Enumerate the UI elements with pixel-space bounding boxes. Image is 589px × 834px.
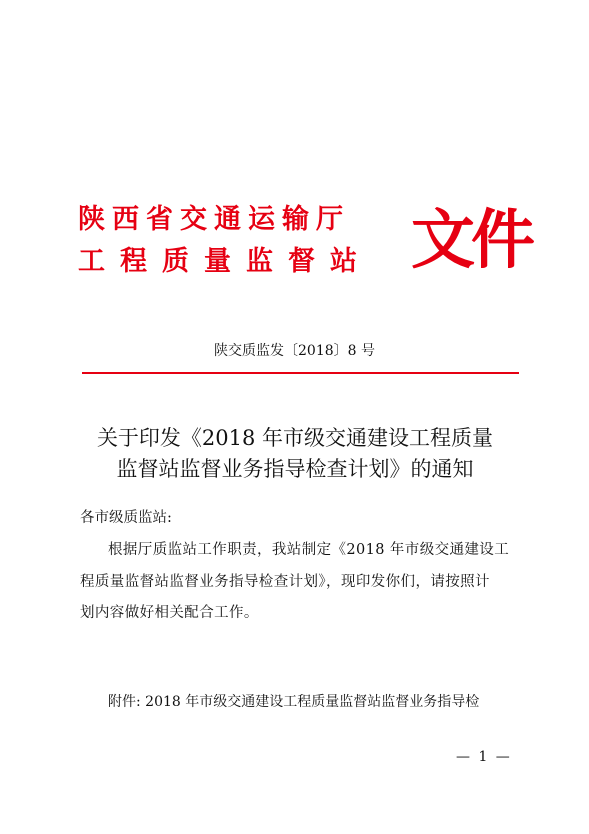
body-text-line3: 划内容做好相关配合工作。 [80,605,259,621]
attachment-note: 附件: 2018 年市级交通建设工程质量监督站监督业务指导检 [108,694,480,710]
document-word: 文件 [411,204,531,278]
body-text-line1: 根据厅质监站工作职责，我站制定《2018 年市级交通建设工 [108,542,510,558]
page-number: — 1 — [456,749,512,765]
red-header [78,201,531,291]
issuer-name-line1: 陕西省交通运输厅 [78,204,350,235]
notice-title-line1: 关于印发《2018 年市级交通建设工程质量 [96,426,494,450]
body-text-line2: 程质量监督站监督业务指导检查计划》，现印发你们，请按照计 [80,574,490,590]
salutation: 各市级质监站: [80,510,172,526]
red-divider [82,372,519,374]
notice-title-line2: 监督站监督业务指导检查计划》的通知 [116,457,474,481]
document-number: 陕交质监发〔2018〕8 号 [214,343,375,359]
issuer-name-line2: 工程质量监督站 [78,246,372,277]
